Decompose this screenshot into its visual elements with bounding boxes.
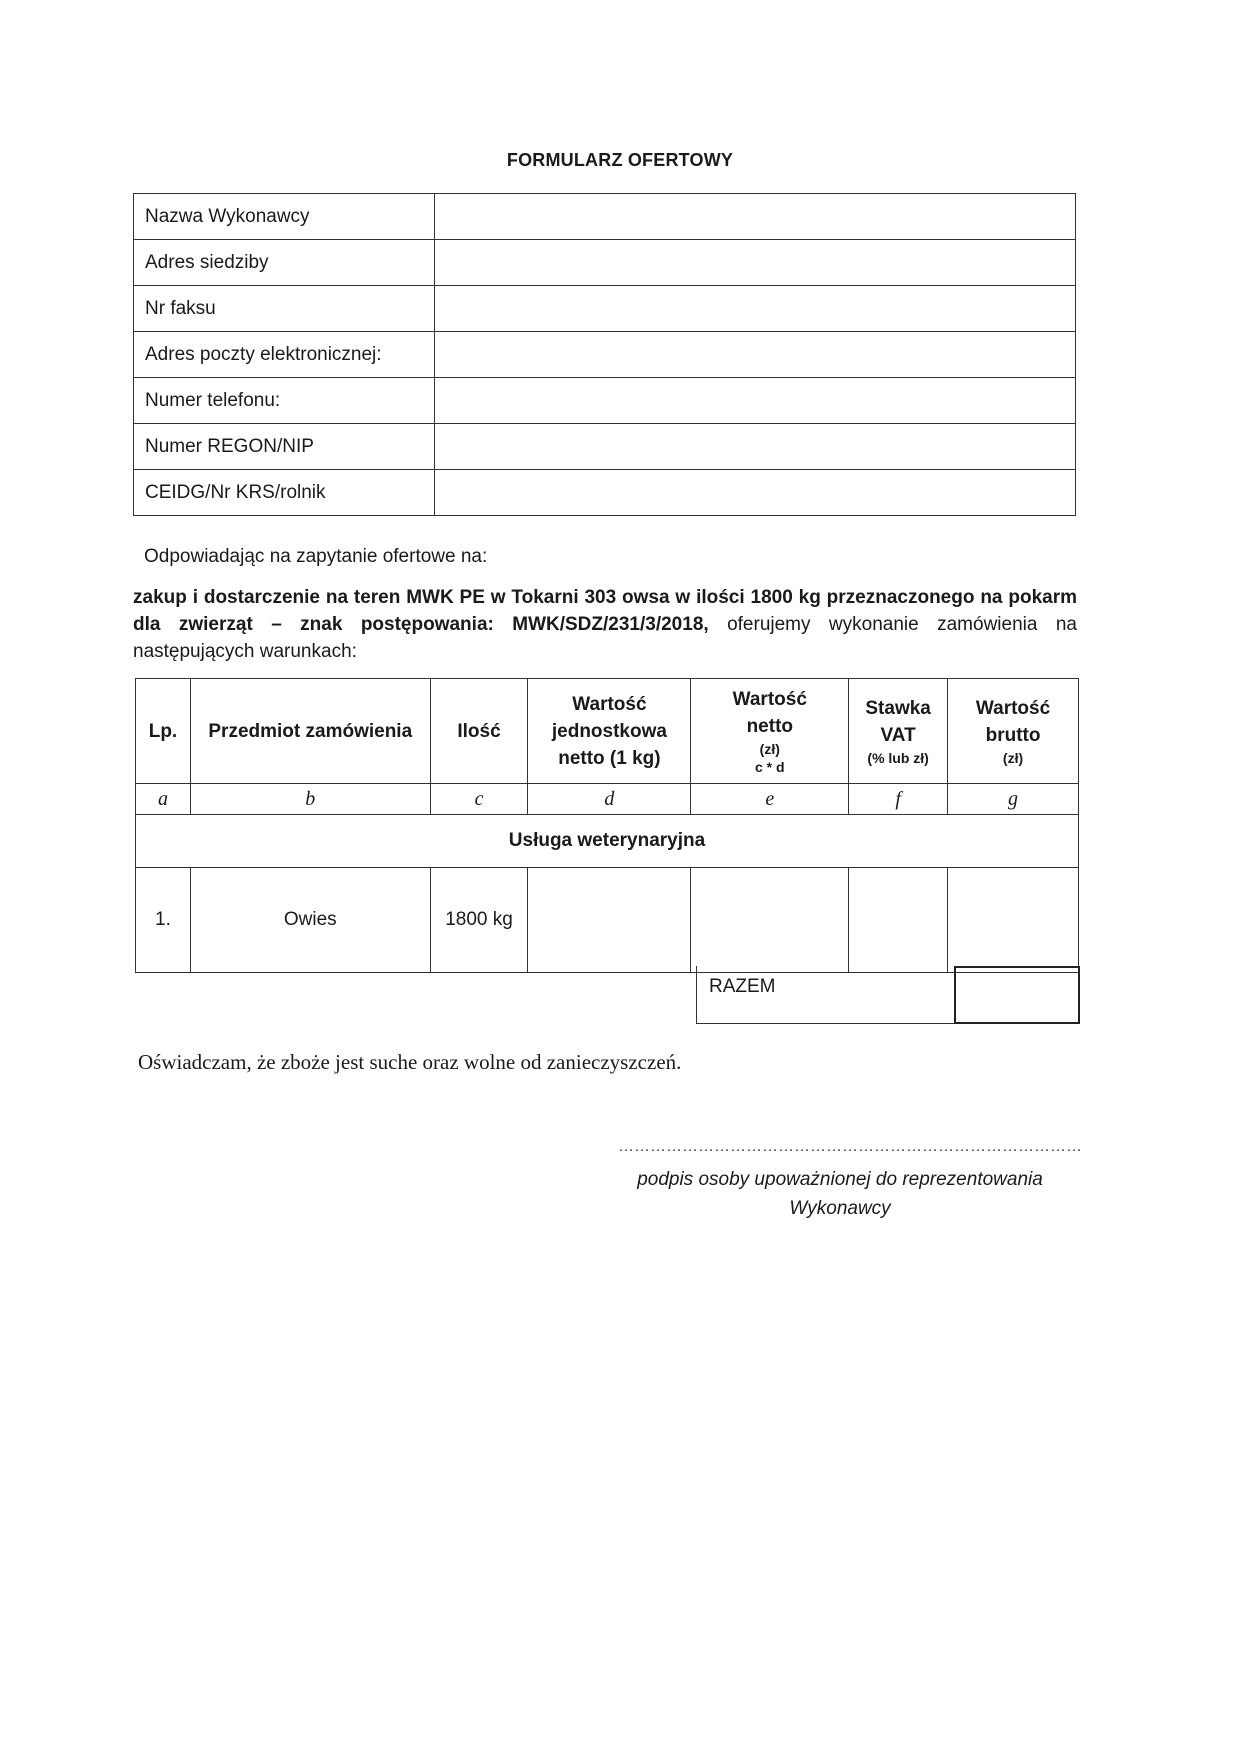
info-row	[134, 378, 1076, 424]
header-vat-line2: VAT	[880, 725, 916, 746]
column-letter: d	[528, 784, 691, 815]
contractor-info-table	[133, 193, 1076, 516]
regon-nip-label: Numer REGON/NIP	[134, 424, 435, 470]
intro-text: Odpowiadając na zapytanie ofertowe na:	[144, 546, 488, 567]
signature-caption	[590, 1165, 1090, 1223]
row-gross-field[interactable]	[948, 868, 1079, 973]
signature-caption-line2: Wykonawcy	[789, 1198, 891, 1219]
phone-label: Numer telefonu:	[134, 378, 435, 424]
contractor-name-label: Nazwa Wykonawcy	[134, 194, 435, 240]
info-row	[134, 286, 1076, 332]
address-field[interactable]	[435, 240, 1076, 286]
header-net-value-line2: netto	[746, 716, 793, 737]
statement-text: Oświadczam, że zboże jest suche oraz wolne od zanieczyszczeń.	[138, 1050, 682, 1074]
subject-normal-text: oferujemy wykonanie zamówienia na następujących warunkach:	[133, 614, 1077, 662]
address-label: Adres siedziby	[134, 240, 435, 286]
header-net-value-line1: Wartość	[732, 689, 807, 710]
info-row	[134, 240, 1076, 286]
signature-caption-line1: podpis osoby upoważnionej do reprezentowania	[637, 1169, 1043, 1190]
column-letter: g	[948, 784, 1079, 815]
header-gross	[948, 679, 1079, 784]
row-item: Owies	[190, 868, 430, 973]
signature-line: ……………………………………………………………………………	[618, 1138, 1082, 1155]
row-vat-field[interactable]	[849, 868, 948, 973]
header-gross-unit: (zł)	[1002, 750, 1024, 766]
subject-bold-text: zakup i dostarczenie na teren MWK PE w Tokarni 303 owsa w ilości 1800 kg przeznaczonego na pokarm dla zwierząt – znak postępowania: MWK/SDZ/231/3/2018,	[133, 587, 1077, 635]
row-net-value-field[interactable]	[691, 868, 849, 973]
info-row	[134, 332, 1076, 378]
offer-header-row	[136, 679, 1079, 784]
offer-table	[135, 678, 1079, 973]
subject-text	[133, 584, 1077, 665]
total-value-field[interactable]	[954, 966, 1080, 1024]
header-item: Przedmiot zamówienia	[190, 679, 430, 784]
column-letter: b	[190, 784, 430, 815]
row-qty: 1800 kg	[430, 868, 528, 973]
row-unit-value-field[interactable]	[528, 868, 691, 973]
column-letter: a	[136, 784, 191, 815]
header-qty: Ilość	[430, 679, 528, 784]
email-label: Adres poczty elektronicznej:	[134, 332, 435, 378]
ceidg-krs-label: CEIDG/Nr KRS/rolnik	[134, 470, 435, 516]
page-title: FORMULARZ OFERTOWY	[506, 150, 734, 170]
column-letter-row	[136, 784, 1079, 815]
ceidg-krs-field[interactable]	[435, 470, 1076, 516]
header-vat-unit: (% lub zł)	[867, 750, 929, 766]
header-net-value	[691, 679, 849, 784]
header-vat	[849, 679, 948, 784]
header-gross-line2: brutto	[985, 725, 1041, 746]
column-letter: c	[430, 784, 528, 815]
header-unit-value: Wartość jednostkowa netto (1 kg)	[528, 679, 691, 784]
contractor-name-field[interactable]	[435, 194, 1076, 240]
row-lp: 1.	[136, 868, 191, 973]
section-title: Usługa weterynaryjna	[136, 815, 1079, 868]
header-vat-line1: Stawka	[865, 698, 931, 719]
info-row	[134, 424, 1076, 470]
header-net-value-unit: (zł)	[759, 741, 780, 757]
regon-nip-field[interactable]	[435, 424, 1076, 470]
section-row	[136, 815, 1079, 868]
total-row	[696, 966, 1082, 1026]
header-gross-line1: Wartość	[975, 698, 1051, 719]
header-net-value-formula: c * d	[754, 759, 785, 775]
info-row	[134, 470, 1076, 516]
email-field[interactable]	[435, 332, 1076, 378]
total-label: RAZEM	[696, 966, 954, 1024]
fax-field[interactable]	[435, 286, 1076, 332]
fax-label: Nr faksu	[134, 286, 435, 332]
phone-field[interactable]	[435, 378, 1076, 424]
column-letter: e	[691, 784, 849, 815]
column-letter: f	[849, 784, 948, 815]
info-row	[134, 194, 1076, 240]
table-row	[136, 868, 1079, 973]
header-lp: Lp.	[136, 679, 191, 784]
